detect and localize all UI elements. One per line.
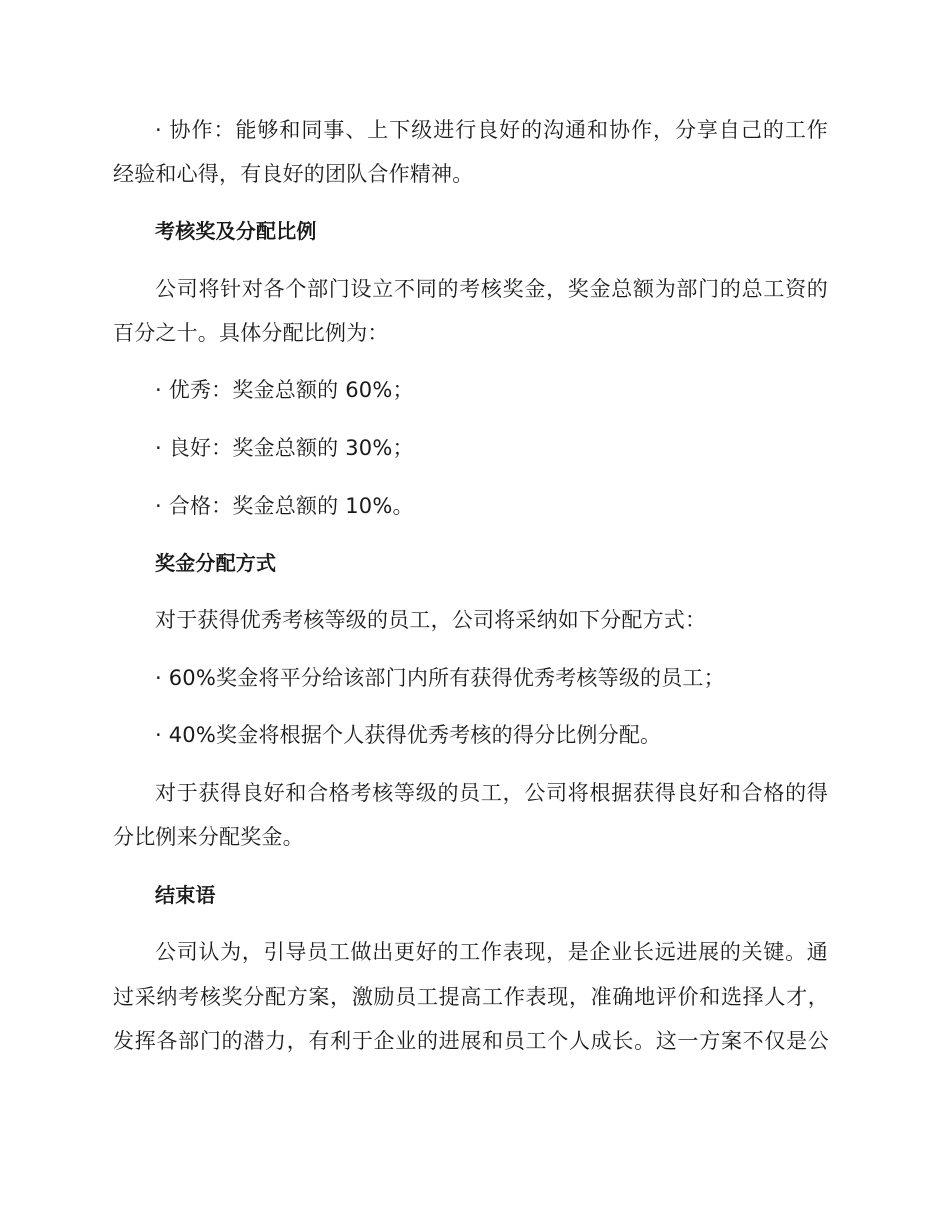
paragraph-conclusion-line-1: 公司认为，引导员工做出更好的工作表现，是企业长远进展的关键。通 [155,940,828,964]
paragraph-good-pass-distribution-line-1: 对于获得良好和合格考核等级的员工，公司将根据获得良好和合格的得 [155,781,828,805]
section-heading-conclusion: 结束语 [155,883,216,907]
bullet-collaboration-line-2: 经验和心得，有良好的团队合作精神。 [113,162,474,186]
bullet-excellent-ratio: · 优秀：奖金总额的 60%； [155,378,414,402]
bullet-equal-split: · 60%奖金将平分给该部门内所有获得优秀考核等级的员工； [155,666,725,690]
paragraph-excellent-distribution: 对于获得优秀考核等级的员工，公司将采纳如下分配方式： [155,608,707,632]
section-heading-bonus-ratio: 考核奖及分配比例 [155,219,317,243]
section-heading-distribution-method: 奖金分配方式 [155,551,277,575]
paragraph-bonus-intro-line-1: 公司将针对各个部门设立不同的考核奖金，奖金总额为部门的总工资的 [155,277,828,301]
paragraph-conclusion-line-3: 发挥各部门的潜力，有利于企业的进展和员工个人成长。这一方案不仅是公 [113,1029,829,1053]
bullet-collaboration-line-1: · 协作：能够和同事、上下级进行良好的沟通和协作，分享自己的工作 [155,118,828,142]
paragraph-conclusion-line-2: 过采纳考核奖分配方案，激励员工提高工作表现，准确地评价和选择人才， [113,985,829,1009]
paragraph-bonus-intro-line-2: 百分之十。具体分配比例为： [113,321,389,345]
bullet-score-split: · 40%奖金将根据个人获得优秀考核的得分比例分配。 [155,723,662,747]
bullet-good-ratio: · 良好：奖金总额的 30%； [155,436,414,460]
bullet-pass-ratio: · 合格：奖金总额的 10%。 [155,494,414,518]
paragraph-good-pass-distribution-line-2: 分比例来分配奖金。 [113,825,304,849]
